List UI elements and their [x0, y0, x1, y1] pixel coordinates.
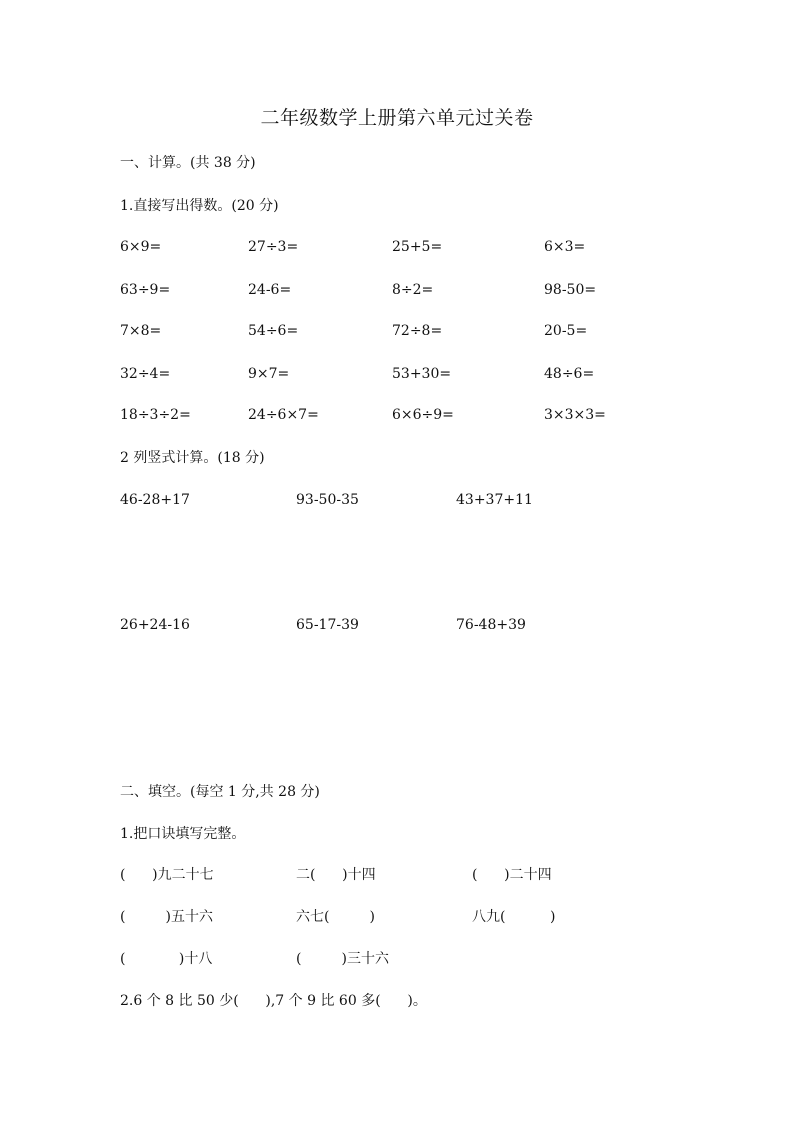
q2-label: 2 列竖式计算。(18 分) [120, 450, 265, 466]
calc-item: 6×6÷9= [392, 407, 454, 423]
calc-item: 24-6= [248, 282, 292, 298]
rhyme-blank-item: ( )二十四 [472, 867, 552, 883]
fill-q1-label: 1.把口诀填写完整。 [120, 826, 246, 842]
calc-item: 18÷3÷2= [120, 407, 191, 423]
calc-item: 8÷2= [392, 282, 434, 298]
calc-item: 72÷8= [392, 323, 443, 339]
calc-item: 25+5= [392, 239, 443, 255]
rhyme-blank-item: 二( )十四 [296, 867, 376, 883]
calc-item: 54÷6= [248, 323, 299, 339]
calc-item: 20-5= [544, 323, 588, 339]
page-title: 二年级数学上册第六单元过关卷 [260, 107, 534, 129]
rhyme-blank-item: ( )九二十七 [120, 867, 214, 883]
rhyme-blank-item: 八九( ) [472, 909, 556, 925]
rhyme-blank-item: ( )十八 [120, 951, 213, 967]
vertical-calc-item: 65-17-39 [296, 617, 359, 633]
calc-item: 9×7= [248, 366, 290, 382]
calc-item: 7×8= [120, 323, 162, 339]
calc-item: 32÷4= [120, 366, 171, 382]
calc-item: 24÷6×7= [248, 407, 319, 423]
vertical-calc-item: 76-48+39 [456, 617, 526, 633]
vertical-calc-item: 43+37+11 [456, 492, 533, 508]
calc-item: 63÷9= [120, 282, 171, 298]
calc-item: 27÷3= [248, 239, 299, 255]
vertical-calc-item: 93-50-35 [296, 492, 359, 508]
rhyme-blank-item: ( )三十六 [296, 951, 389, 967]
rhyme-blank-item: 六七( ) [296, 909, 375, 925]
q1-label: 1.直接写出得数。(20 分) [120, 198, 279, 214]
fill-q2-text: 2.6 个 8 比 50 少( ),7 个 9 比 60 多( )。 [120, 993, 427, 1009]
vertical-calc-item: 46-28+17 [120, 492, 190, 508]
vertical-calc-item: 26+24-16 [120, 617, 190, 633]
calc-item: 6×3= [544, 239, 586, 255]
calc-item: 6×9= [120, 239, 162, 255]
calc-item: 98-50= [544, 282, 597, 298]
section2-heading: 二、填空。(每空 1 分,共 28 分) [120, 784, 320, 800]
section1-heading: 一、计算。(共 38 分) [120, 155, 256, 171]
rhyme-blank-item: ( )五十六 [120, 909, 213, 925]
calc-item: 53+30= [392, 366, 452, 382]
calc-item: 48÷6= [544, 366, 595, 382]
calc-item: 3×3×3= [544, 407, 606, 423]
